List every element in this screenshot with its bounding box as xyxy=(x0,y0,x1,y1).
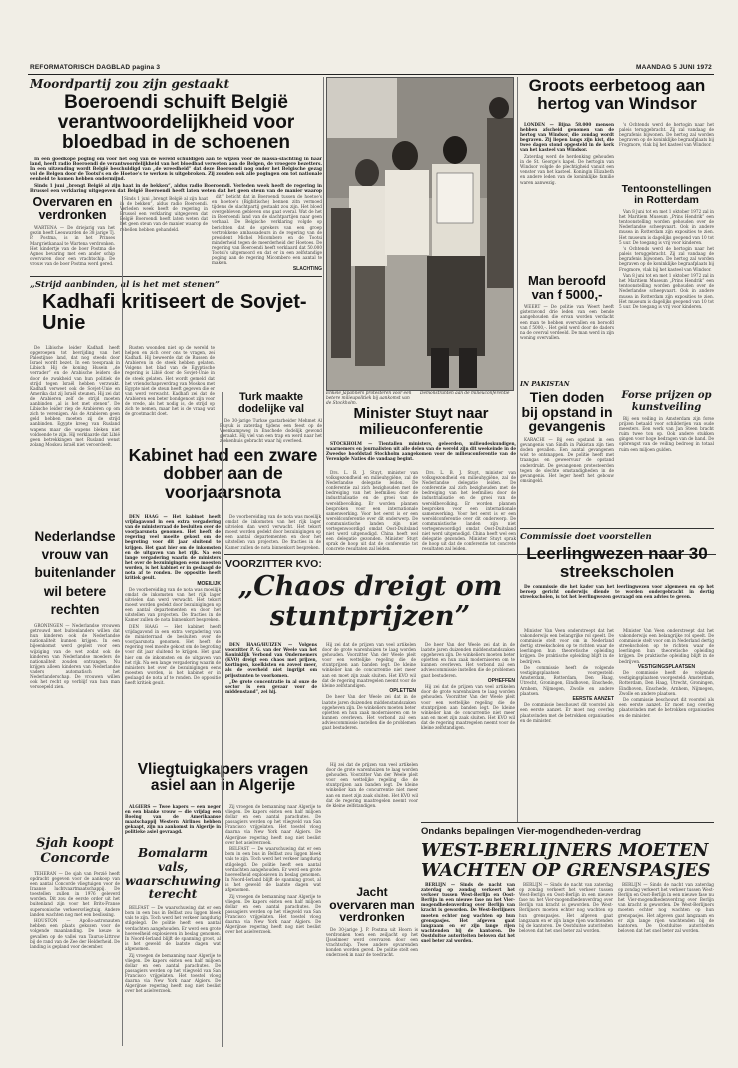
lead xyxy=(326,441,516,463)
body-text: De 30-jarige Turkse gastarbeider Mehmet Al Buyuk is zaterdag tijdens een feest op de Veenkampweg in Enschede dodelijk gewond geraakt. Hij viel van een trap en werd naar het ziekenhuis gebracht waar hij overleed. xyxy=(220,418,322,444)
article-bomalarm xyxy=(125,847,221,1065)
kicker: VOORZITTER KVO: xyxy=(225,558,322,570)
body xyxy=(520,437,614,547)
article-jacht xyxy=(326,886,418,1037)
body xyxy=(30,871,120,1031)
body-text-2: De commissie heeft de volgende vestigingsplaatsen voorgesteld: Amsterdam, Rotterdam, Den Haag, Utrecht, Groningen, Eindhoven, Enschede, Arnhem, Nijmegen, Zwolle en andere plaatsen. xyxy=(619,670,714,696)
body-text: BERLIJN — Sinds de nacht van zaterdag op zondag verkeert het verkeer tussen West-Berlijn en Oost-Berlijn in een nieuwe fase nu het Vier-mogendhedenverdrag over Berlijn van kracht is geworden. De West-Berlijners moeten echter nog wachten op hun grenspasjes. Het afgeven gaat langzaam en er zijn lange rijen wachtenden bij de kantoren. De Oostduitse autoriteiten beloven dat het snel beter zal worden. xyxy=(519,882,613,933)
body: dit” beticht dat in Boeroendi tussen de hoetoe's en hoetoe's (Bigbitische) bennen zitn vermoed tijdens de slachtpartij gestaakt zou zijn. Het bloed overgebleven gebleven ons gaat overal. Wat de het in Boeroendi land van de slachtpartijen naar geen verhaal. De Belgische verklaring volgde op berichten dat de sprekers van een groep vertrokkene ambassadeurs in de regering van de president Michel Micombero en de Tootsi minderheid tegen de meerderheid der Hoetoes. De regering van Boeroendi heeft verklaard dat 50.000 Tootsi's uitgemoord en dat er in een zelfstandige poging aan de regering Micombero een aantal te maken. xyxy=(212,194,322,266)
article-kadhafi xyxy=(30,280,320,334)
lead xyxy=(520,584,714,618)
article-windsor xyxy=(520,77,714,113)
body xyxy=(125,905,221,1065)
subhead-opletten: OPLETTEN xyxy=(389,688,416,695)
body xyxy=(326,762,418,880)
body-text-cont: DEN HAAG — Het kabinet heeft vrijdagavond in een extra vergadering van de ministerraad de besluiten over de voorjaarsnota genomen. Het heeft de regering veel moeite gekost om de begroting voor dit jaar sluitend te krijgen. Het gaat hier om de inkomsten en de uitgaven van het rijk. Na een lange vergadering waarin de ministers het over de bezuinigingen eens moesten worden, is het kabinet er in geslaagd de nota af te ronden. De oppositie heeft kritiek geuit. xyxy=(125,623,221,685)
kicker: Moordpartij zou zijn gestaakt xyxy=(30,77,230,91)
lead-text: De commissie die het kader van het leerlingwezen voor algemeen en op het beroep gericht onderwijs diende te worden ondergebracht in dertig streekscholen, is tot het leerlingwezen gevraagd om een advies te geven. xyxy=(520,583,714,599)
body-text: WARTENA — De driejarig van het gezin heeft Leeuwarden de 38 jarige Tj. P. Postma, is in het Prinses Margrietkanaal te Wartena verdronken. Het kindertje van de boer Postma die Agnes bevaring met een ander schip overvaren door een vrachtschip. De vrouw van de boer Postma werd gered. xyxy=(30,225,115,266)
body-text-2: 's Ochtends werd de hertogin naar het paleis teruggebracht. Zij zal vandaag de begrafenis bijwonen. De hertog zal worden begraven op de koninklijke begraafplaats bij Frogmore, vlak bij het kasteel van Windsor. xyxy=(619,246,714,272)
headline: Kabinet had een zware dobber aan de voorjaarsnota xyxy=(128,445,318,502)
body-text: BERLIJN — Sinds de nacht van zaterdag op zondag verkeert het verkeer tussen West-Berlijn en Oost-Berlijn in een nieuwe fase nu het Vier-mogendhedenverdrag over Berlijn van kracht is geworden. De West-Berlijners moeten echter nog wachten op hun grenspasjes. Het afgeven gaat langzaam en er zijn lange rijen wachtenden bij de kantoren. De Oostduitse autoriteiten beloven dat het snel beter zal worden. xyxy=(421,882,515,944)
headline: Minister Stuyt naar milieuconferentie xyxy=(353,405,489,438)
article-beroofd xyxy=(520,274,614,384)
body-text: TEHERAN — De sjah van Perzië heeft opdracht gegeven voor de aankoop van een aantal Concorde vliegtuigen voor de Iraanse luchtvaartmaatschappij. De toestellen zullen in 1976 geleverd worden. Dit zou de eerste order uit het buitenland zijn voor het Brits-Franse supersonische verkeersvliegtuig. Andere landen wachten nog met een beslissing. xyxy=(30,870,120,917)
headline: Boeroendi schuift België verantwoordelijkheid voor bloedbad in de schoenen xyxy=(57,92,295,153)
column-rule xyxy=(222,392,223,1047)
headline: Overvaren en verdronken xyxy=(32,195,113,223)
article-windsor-col1 xyxy=(520,122,614,272)
divider xyxy=(520,528,714,529)
article-stuyt-col2 xyxy=(422,470,516,552)
masthead-left: REFORMATORISCH DAGBLAD pagina 3 xyxy=(30,64,161,71)
article-sjah xyxy=(30,837,120,1031)
article-jacht-body xyxy=(326,762,418,880)
article-leerlingwezen xyxy=(520,532,714,618)
headline: WEST-BERLIJNERS MOETEN WACHTEN OP GRENSPASJES xyxy=(421,841,711,882)
body-text: De Libische leider Kadhafi heeft opgeroepen tot bevrijding van het Palestijnse land, dat nog steeds door Israel wordt bezet. In een toespraak in Libisch Hij de koning Husein „de verrader” en de Arabische leiders die door de zwakheid van hun politiek de strijd tegen Israël hebben verzwakt. Kadhafi verweet ook de Sovjet-Unie en Amerika dat zij Israël steunen. Hij zei dat de Arabieren zelf de strijd moeten aanbinden „al is het met stenen”. De Libische leider riep de Arabieren op om zich te verenigen. Als de Arabieren geen geld hebben moeten zij de strijd aanbinden. Egypte kreeg van Rusland wapens maar die wapens bleken niet voldoende te zijn. Hij verklaarde dat Libië geen betrekkingen met Rusland wenst zolang Moskou Israël niet veroordeelt. xyxy=(30,345,120,447)
body-text: Minister Van Veen onderstreept dat het vakonderwijs een belangrijke rol speelt. De commissie stelt voor om in Nederland dertig streekscholen op te richten waar de leerlingen hun theoretische opleiding krijgen. De praktische opleiding blijft in de bedrijven. xyxy=(520,628,614,664)
body xyxy=(520,304,614,384)
article-leerlingwezen-col2 xyxy=(619,628,714,818)
body-text: BELFAST — De waarschuwing dat er een bom in een bus in Belfast zou liggen bleek vals te zijn. Toch werd het verkeer langdurig stilgelegd. De politie heeft een aantal verdachten aangehouden. Er werd een grote hoeveelheid explosieven in beslag genomen. In Noord-Ierland blijft de spanning groot, al is het geweld de laatste dagen wat afgenomen. xyxy=(125,905,221,951)
caption-right: Demonstranten aan de milieuconferentie xyxy=(420,391,510,396)
kicker: IN PAKISTAN xyxy=(520,380,570,388)
article-leerlingwezen-col1 xyxy=(520,628,614,818)
lead: DEN HAAG — Het kabinet heeft vrijdagavond in een extra vergadering van de ministerraad de besluiten over de voorjaarsnota genomen. Het heeft de regering veel moeite gekost om de begroting voor dit jaar sluitend te krijgen. Het gaat hier om de inkomsten en de uitgaven van het rijk. Na een lange vergadering waarin de ministers het over de bezuinigingen eens moesten worden, is het kabinet er in geslaagd de nota af te ronden. De oppositie heeft kritiek geuit. xyxy=(125,514,221,581)
body-text-2: De heer Van der Weele zei dat in de laatste jaren duizenden middenstandszaken opgeheven zijn. De winkeliers moeten beter opletten en hun zaak moderniseren om te kunnen overleven. Het verbond zal een adviescommissie instellen die de problemen gaat bestuderen. xyxy=(322,694,416,730)
body-text: De 30-jarige J. P. Postma uit Hoorn is verdronken toen een zeiljacht op het IJsselmeer werd overvaren door een vrachtschip. Twee andere opvarenden konden worden gered. De politie stelt een onderzoek in naar de toedracht. xyxy=(326,926,418,958)
kicker: Commissie doet voorstellen xyxy=(520,532,652,542)
article-chaos-col3 xyxy=(421,642,515,755)
headline: Kadhafi kritiseert de Sovjet-Unie xyxy=(42,291,307,334)
kicker: „Strijd aanbinden, al is het met stenen” xyxy=(30,280,220,290)
body-text-2: HOUSTON — Apollo-astronauten hebben een plaats gekozen voor de volgende maanlanding. De keuze is gevallen op de vallei van Taurus-Littrow bij de rand van de Zee der Helderheid. De landing is gepland voor december. xyxy=(30,918,120,949)
body-text-3: Van 8 juni tot en met 1 oktober 1972 zal in het Maritiem Museum „Prins Hendrik” een tentoonstelling worden gehouden over de Nederlandse scheepvaart. Ook in andere musea in Rotterdam zijn exposities te zien. Het museum is dagelijks geopend van 10 tot 5 uur. De toegang is vrij voor kinderen. xyxy=(619,273,714,309)
body-text: Hij zei dat de prijzen van veel artikelen door de grote warenhuizen te laag worden gehouden. Voorzitter Van der Weele pleit voor een wettelijke regeling die de stuntprijzen aan banden legt. De kleine winkelier kan de concurrentie niet meer aan en moet zijn zaak sluiten. Het KVO wil dat de regering maatregelen neemt voor de kleine zelfstandigen. xyxy=(326,762,418,808)
divider xyxy=(30,276,322,277)
column-rule xyxy=(517,77,518,822)
masthead xyxy=(28,62,714,75)
column-rule xyxy=(323,77,324,555)
lead-p1: In een goedkope poging om voor het oog van de wereld schuldigen aan te wijzen voor de massa-slachting in haar land, heeft radio Boeroendi de verantwoordelijkheid van het bloedbad verweten aan de Belgen, de vroegere bezetters. In een uitzending wordt België beschuldigd van „de wreedheid” dat deze Boeroendi nog onder het Belgische gezag vol de Belgen door de Tootsi's en de Hoetoe's te werken is uitgebroken. Zij zouden ook alle pogingen om tot nationale eenheid te komen hebben ondermijnd. xyxy=(30,156,322,183)
caption-left: Enkele Japanners protesteren voor een betere milieupolitiek bij aankomst van de Stockholm. xyxy=(326,391,412,407)
subhead-vestigingsplaatsen: VESTIGINGSPLAATSEN xyxy=(637,664,696,671)
body-text: Sinds 1 juni „brengt België al zijn haat in de bekken”, aldus radio Boeroendi. Verleden week heeft de regering in Brussel een verklaring uitgegeven dat België Boeroendi heeft laten weten dat het geen steun van de manier waarop de rebellen hebben gehandeld. xyxy=(120,196,208,232)
article-west-berlijn-col3 xyxy=(618,882,714,1032)
body xyxy=(30,623,120,751)
photo-protesters xyxy=(326,77,514,391)
headline: Sjah koopt Concorde xyxy=(36,836,114,866)
lead-text: STOCKHOLM — Tientallen ministers, geleerden, milieudeskundigen, waarnemers en journalisten uit alle delen van de wereld zijn dit weekeinde in de Zweedse hoofdstad Stockholm aangekomen voor de milieuconferentie van de Verenigde Naties die vandaag begint. xyxy=(326,440,516,461)
body-text: Van 8 juni tot en met 1 oktober 1972 zal in het Maritiem Museum „Prins Hendrik” een tentoonstelling worden gehouden over de Nederlandse scheepvaart. Ook in andere musea in Rotterdam zijn exposities te zien. Het museum is dagelijks geopend van 10 tot 5 uur. De toegang is vrij voor kinderen. xyxy=(619,209,714,245)
body-text: KARACHI — Bij een opstand in een gevangenis van Sindh in Pakistan zijn tien doden gevallen. Een aantal gevangenen wist te ontsnappen. De politie heeft met traangas en geweervuur de opstand onderdrukt. De gevangenen protesteerden tegen de slechte omstandigheden in de gevangenis. Het leger heeft het gebouw omsingeld. xyxy=(520,437,614,483)
article-kabinet-col1 xyxy=(125,514,221,764)
subhead-slachting: SLACHTING xyxy=(292,265,322,272)
body-text: Hij zei dat de prijzen van veel artikelen door de grote warenhuizen te laag worden gehouden. Voorzitter Van der Weele pleit voor een wettelijke regeling die de stuntprijzen aan banden legt. De kleine winkelier kan de concurrentie niet meer aan en moet zijn zaak sluiten. Het KVO wil dat de regering maatregelen neemt voor de kleine zelfstandigen. xyxy=(322,642,416,688)
lead-p2: Sinds 1 juni „brengt België al zijn haat in de bekken”, aldus radio Boeroendi. Verleden week heeft de regering in Brussel een verklaring uitgegeven dat België Boeroendi heeft laten weten dat het geen steun van de manier waarop xyxy=(30,183,322,193)
headline: Tien doden bij opstand in gevangenis xyxy=(521,389,613,435)
article-west-berlijn-col2 xyxy=(519,882,613,1032)
headline: Groots eerbetoog aan hertog van Windsor xyxy=(528,76,706,113)
article-kadhafi-col1 xyxy=(30,345,120,523)
body-text: Zaterdag werd de herdenking gehouden in de St. George's kapel. De hertogin van Windsor volgde de plechtigheid vanuit een venster van het kasteel. Koningin Elizabeth en andere leden van de koninklijke familie waren aanwezig. xyxy=(520,154,614,185)
subhead-opheffen: OPHEFFEN xyxy=(487,678,515,685)
body-text-2: De commissie heeft de volgende vestigingsplaatsen voorgesteld: Amsterdam, Rotterdam, Den Haag, Utrecht, Groningen, Eindhoven, Enschede, Arnhem, Nijmegen, Zwolle en andere plaatsen. xyxy=(520,665,614,696)
article-west-berlijn xyxy=(421,826,714,881)
masthead-date: MAANDAG 5 JUNI 1972 xyxy=(635,64,712,71)
article-windsor-col2 xyxy=(619,122,714,182)
article-kabinet xyxy=(125,446,321,501)
body-text: Rusten woonden niet op de wereld te helpen en zich over ons te vragen, zei Kadhafi. Hij beweerde dat de Russen de Arabieren in de steek hebben gelaten. Volgens het blad van de Egyptische regering is Libië door de Sovjet-Unie in de steek gelaten. Het wordt gemeld dat het vriendschapsverdrag van Moskou met Egypte niet de steun heeft gegeven die er van werd verwacht. Kadhafi zei dat de Arabieren een beter bondgenoot zijn voor de vrede, als het nodig is, de strijd op zich te nemen, maar het is de vraag wat de grootmacht doet. xyxy=(125,345,215,417)
body-text: Drs. L. B. J. Stuyt, minister van volksgezondheid en milieuhygiëne, zal de Nederlandse delegatie leiden. De conferentie zal zich bezighouden met de bedreiging van het leefmilieu door de industrialisatie en de groei van de wereldbevolking. Er worden plannen besproken voor een internationale samenwerking. Voor het eerst is er een wereldconferentie over dit onderwerp. De communistische landen zijn niet vertegenwoordigd omdat Oost-Duitsland niet werd uitgenodigd. China heeft wel een delegatie gezonden. Minister Stuyt sprak de hoop uit dat de conferentie tot concrete resultaten zal leiden. xyxy=(326,470,418,552)
body-text-2: Hij zei dat de prijzen van veel artikelen door de grote warenhuizen te laag worden gehouden. Voorzitter Van der Weele pleit voor een wettelijke regeling die de stuntprijzen aan banden legt. De kleine winkelier kan de concurrentie niet meer aan en moet zijn zaak sluiten. Het KVO wil dat de regering maatregelen neemt voor de kleine zelfstandigen. xyxy=(421,684,515,730)
body-text: WEERT — De politie van Weert heeft gisteravond drie leden van een bende aangehouden die ervan worden verdacht een man te hebben overvallen en beroofd van f 5000,-. Het geld werd door de daders na de overval verdeeld. De man werd in zijn woning overvallen. xyxy=(520,304,614,340)
article-stuyt xyxy=(326,406,516,463)
headline: Bomalarm vals, waarschuwing terecht xyxy=(125,846,221,902)
headline: „Chaos dreigt om stuntprijzen” xyxy=(237,571,503,633)
body xyxy=(30,225,115,267)
body-text: De voorbereiding van de nota was moeilijk omdat de inkomsten van het rijk lager uitvielen dan werd verwacht. Het tekort moest worden gedekt door bezuinigingen op een aantal departementen en door het uitstellen van projecten. De fracties in de Kamer zullen de nota binnenkort bespreken. xyxy=(225,514,321,550)
divider xyxy=(421,822,714,823)
article-chaos-col1 xyxy=(225,642,317,755)
body-text-3: De commissie beschouwt dit voorstel als een eerste aanzet. Er moet nog overleg plaatsvinden met de betrokken organisaties en de minister. xyxy=(619,697,714,718)
body-text: De voorbereiding van de nota was moeilijk omdat de inkomsten van het rijk lager uitvielen dan werd verwacht. Het tekort moest worden gedekt door bezuinigingen op een aantal departementen en door het uitstellen van projecten. De fracties in de Kamer zullen de nota binnenkort bespreken. xyxy=(125,586,221,623)
article-kunstveiling xyxy=(619,390,714,526)
body-text-2: BELFAST — De waarschuwing dat er een bom in een bus in Belfast zou liggen bleek vals te zijn. Toch werd het verkeer langdurig stilgelegd. De politie heeft een aantal verdachten aangehouden. Er werd een grote hoeveelheid explosieven in beslag genomen. In Noord-Ierland blijft de spanning groot, al is het geweld de laatste dagen wat afgenomen. xyxy=(225,846,321,892)
article-stuyt-col1 xyxy=(326,470,418,552)
headline: Forse prijzen op kunstveiling xyxy=(621,390,712,413)
subhead-eerste-aanzet: EERSTE AANZET xyxy=(572,696,614,703)
column-rule xyxy=(122,196,123,1046)
kicker: Ondanks bepalingen Vier-mogendheden-verdrag xyxy=(421,826,641,837)
body-text: Drs. L. B. J. Stuyt, minister van volksgezondheid en milieuhygiëne, zal de Nederlandse delegatie leiden. De conferentie zal zich bezighouden met de bedreiging van het leefmilieu door de industrialisatie en de groei van de wereldbevolking. Er worden plannen besproken voor een internationale samenwerking. Voor het eerst is er een wereldconferentie over dit onderwerp. De communistische landen zijn niet vertegenwoordigd omdat Oost-Duitsland niet werd uitgenodigd. China heeft wel een delegatie gezonden. Minister Stuyt sprak de hoop uit dat de conferentie tot concrete resultaten zal leiden. xyxy=(422,470,516,552)
subhead-moeilijk: MOEILIJK xyxy=(197,580,221,587)
headline: Man beroofd van f 5000,- xyxy=(528,273,606,302)
article-kadhafi-col2 xyxy=(125,345,215,440)
newspaper-page xyxy=(28,62,714,1052)
body-text: BERLIJN — Sinds de nacht van zaterdag op zondag verkeert het verkeer tussen West-Berlijn en Oost-Berlijn in een nieuwe fase nu het Vier-mogendhedenverdrag over Berlijn van kracht is geworden. De West-Berlijners moeten echter nog wachten op hun grenspasjes. Het afgeven gaat langzaam en er zijn lange rijen wachtenden bij de kantoren. De Oostduitse autoriteiten beloven dat het snel beter zal worden. xyxy=(618,882,714,933)
body-text: Bij een veiling in Amsterdam zijn forse prijzen betaald voor schilderijen van oude meesters. Een werk van Jan Steen bracht ruim twee ton op. Ook andere stukken gingen voor hoge bedragen van de hand. De opbrengst van de veiling bedroeg in totaal ruim een miljoen gulden. xyxy=(619,416,714,452)
body xyxy=(619,209,714,364)
article-chaos xyxy=(225,558,515,632)
headline: Leerlingwezen naar 30 streekscholen xyxy=(526,544,708,581)
article-chaos-col2 xyxy=(322,642,416,755)
article-kapers-col1 xyxy=(125,804,221,844)
body xyxy=(326,927,418,1037)
bold-quote: „De grote concentratie in al onze de sector is een gevaar voor de middenstand”, zei hij. xyxy=(225,679,317,695)
article-overvaren-body2 xyxy=(120,196,208,236)
article-overvaren xyxy=(30,196,115,267)
lead: LONDEN — Bijna 58.000 mensen hebben afscheid genomen van de hertog van Windsor, die zondag wordt begraven. Zij liepen langs zijn kist, die twee dagen stond opgesteld in de kerk van het kasteel van Windsor. xyxy=(520,122,614,153)
article-kapers xyxy=(125,762,321,795)
lead xyxy=(30,157,322,193)
headline: Tentoonstellingen in Rotterdam xyxy=(621,183,712,207)
article-boeroendi xyxy=(30,77,322,193)
headline: Vliegtuigkapers vragen asiel aan in Algerije xyxy=(137,761,309,795)
body-text: Zij vroegen de bemanning naar Algerije te vliegen. De kapers eisten een half miljoen dollar en een aantal parachutes. De passagiers werden op het vliegveld van San Francisco vrijgelaten. Het toestel vloog daarna via New York naar Algiers. De Algerijnse regering heeft nog niet beslist over het asielverzoek. xyxy=(225,804,321,845)
article-west-berlijn-col1 xyxy=(421,882,515,1032)
lead: DEN HAAG/HUIZEN — Volgens voorzitter P. G. van der Weele van het Koninklijk Verbond van Ondernemers (KVO) dreigt een chaos met prijzen, kortingen, koelkisten en zoveel meer, als de overheid niet ingrijpt om prijsstunten te voorkomen. xyxy=(225,642,317,678)
article-vrouw xyxy=(30,528,120,751)
article-pakistan xyxy=(520,380,614,547)
body-text-3: Zij vroegen de bemanning naar Algerije te vliegen. De kapers eisten een half miljoen dollar en een aantal parachutes. De passagiers werden op het vliegveld van San Francisco vrijgelaten. Het toestel vloog daarna via New York naar Algiers. De Algerijnse regering heeft nog niet beslist over het asielverzoek. xyxy=(225,893,321,935)
photo-illustration xyxy=(327,78,513,390)
body-text: Minister Van Veen onderstreept dat het vakonderwijs een belangrijke rol speelt. De commissie stelt voor om in Nederland dertig streekscholen op te richten waar de leerlingen hun theoretische opleiding krijgen. De praktische opleiding blijft in de bedrijven. xyxy=(619,628,714,664)
body-text: De heer Van der Weele zei dat in de laatste jaren duizenden middenstandszaken opgeheven zijn. De winkeliers moeten beter opletten en hun zaak moderniseren om te kunnen overleven. Het verbond zal een adviescommissie instellen die de problemen gaat bestuderen. xyxy=(421,642,515,678)
body-text: 's Ochtends werd de hertogin naar het paleis teruggebracht. Zij zal vandaag de begrafenis bijwonen. De hertog zal worden begraven op de koninklijke begraafplaats bij Frogmore, vlak bij het kasteel van Windsor. xyxy=(619,122,714,148)
article-kapers-col2 xyxy=(225,804,321,1048)
headline: Turk maakte dodelijke val xyxy=(237,391,305,415)
body xyxy=(619,416,714,526)
article-tentoonstellingen xyxy=(619,184,714,364)
lead: ALGIERS — Twee kapers — een neger en een blanke vrouw — die vrijdag een Boeing van de Amerikaanse maatschappij Western Airlines hebben gekaapt, zijn na aankomst in Algerije in politieke asiel gevraagd. xyxy=(125,804,221,835)
body-text-2: Zij vroegen de bemanning naar Algerije te vliegen. De kapers eisten een half miljoen dollar en een aantal parachutes. De passagiers werden op het vliegveld van San Francisco vrijgelaten. Het toestel vloog daarna via New York naar Algiers. De Algerijnse regering heeft nog niet beslist over het asielverzoek. xyxy=(125,952,221,994)
body-text: GRONINGEN — Nederlandse vrouwen getrouwd met buitenlanders willen dat hun kinderen ook de Nederlandse nationaliteit kunnen krijgen. In een bijeenkomst werd gepleit voor een wijziging van de wet zodat ook de kinderen van Nederlandse moeders de nationaliteit zouden ontvangen. Nu krijgen alleen kinderen van Nederlandse vaders automatisch het Nederlanderschap. De vrouwen willen ook het recht op verblijf van hun man versoepeld zien. xyxy=(30,623,120,690)
headline: Jacht overvaren man verdronken xyxy=(329,885,415,925)
headline: Nederlandse vrouw van buitenlander wil betere rechten xyxy=(34,529,116,617)
body-text-3: De commissie beschouwt dit voorstel als een eerste aanzet. Er moet nog overleg plaatsvinden met de betrokken organisaties en de minister. xyxy=(520,702,614,723)
